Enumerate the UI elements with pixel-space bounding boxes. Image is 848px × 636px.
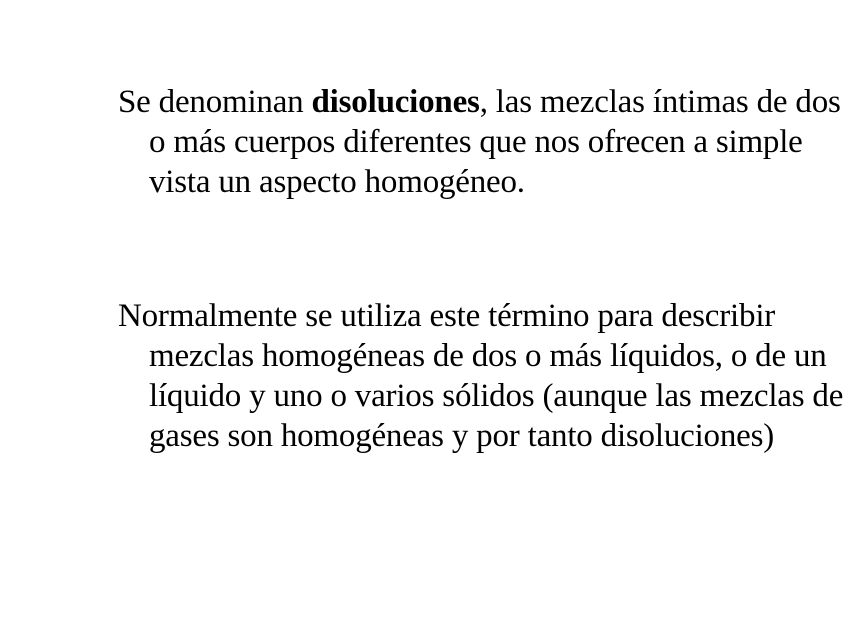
paragraph-usage: Normalmente se utiliza este término para describir mezclas homogéneas de dos o más líquidos, o de un líquido y uno o varios sólidos (aunque las mezclas de gases son homogéneas y por tanto disoluciones)	[118, 298, 844, 454]
paragraph-definition-prefix: Se denominan	[118, 84, 312, 120]
bold-term-disoluciones: disoluciones	[311, 84, 480, 120]
paragraph-definition-suffix: , las mezclas íntimas de dos o más cuerpos diferentes que nos ofrecen a simple vista un aspecto homogéneo.	[149, 84, 841, 200]
paragraph-definition	[118, 82, 848, 202]
